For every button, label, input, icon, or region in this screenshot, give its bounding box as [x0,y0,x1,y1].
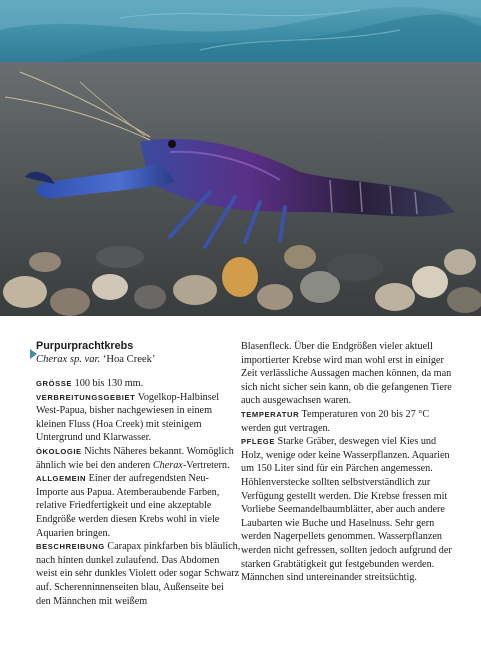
label-beschreibung: BESCHREIBUNG [36,542,105,552]
text-oekologie-b: -Vertretern. [182,459,230,471]
paragraph-temperatur [241,408,456,435]
text-groesse: 100 bis 130 mm. [74,378,144,389]
header-wave-graphic [0,0,481,62]
crayfish-illustration [0,62,481,316]
text-column-left [36,340,241,608]
latin-name: Cherax sp. var. [36,354,101,365]
label-groesse: GRÖSSE [36,379,73,388]
label-oekologie: ÖKOLOGIE [36,446,82,456]
paragraph-oekologie [36,445,241,472]
label-pflege: PFLEGE [241,437,275,447]
crayfish-photo [0,62,481,316]
paragraph-verbreitung [36,391,241,445]
text-temperatur: Temperaturen von 20 bis 27 °C werden gut vertragen. [241,408,430,434]
text-allgemein: Einer der aufregendsten Neu-Importe aus Papua. Atemberaubende Farben, relative Friedfertigkeit und eine akzeptable Endgröße werden diesen Krebs wohl in viele Aquarien bringen. [36,473,220,539]
paragraph-fortsetzung: Blasenfleck. Über die Endgrößen vieler aktuell importierter Krebse wird man wohl erst in einiger Zeit verlässliche Aussagen machen können, da man sich nicht sicher sein kann, ob die gefangenen Tiere auch ausgewachsen waren. [241,341,452,407]
text-pflege: Starke Gräber, deswegen viel Kies und Holz, wenige oder keine Wasserpflanzen. Aquarien um 150 Liter sind für ein Pärchen angemessen. Höhlenverstecke sollten selbstverständlich zur Verfügung gestellt werden. Die Krebse fressen mit Vorliebe Seemandelbaumblätter, aber auch andere Laubarten wie Buche und Haselnuss. Sehr gern werden Nagerpellets genommen. Wasserpflanzen werden nicht gefressen, sollten jedoch aufgrund der starken Grabtätigkeit gut festgebunden werden. Männchen sind untereinander streitsüchtig. [241,436,452,584]
label-allgemein: ALLGEMEIN [36,474,87,484]
label-temperatur: TEMPERATUR [241,409,300,419]
paragraph-beschreibung [36,540,241,608]
species-title: Purpurprachtkrebs [36,340,134,352]
paragraph-groesse [36,377,241,391]
header-band [0,0,481,62]
paragraph-allgemein [36,472,241,540]
text-beschreibung: Carapax pinkfarben bis bläulich, nach hinten dunkel zulaufend. Das Abdomen weist ein sehr dunkles Violett oder sogar Schwarz auf. Scherenninnenseiten blau, Außenseite bei den Männchen mit weißem [36,541,241,607]
species-latin-name [36,353,241,366]
variant-name: ‘Hoa Creek’ [102,354,156,365]
text-oekologie-a: Nichts Näheres bekannt. Womöglich ähnlich wie bei den anderen [36,445,234,471]
label-verbreitung: VERBREITUNGSGEBIET [36,392,136,402]
text-column-right [241,340,456,585]
text-verbreitung: Vogelkop-Halbinsel West-Papua, bisher nachgewiesen in einem kleinen Fluss (Hoa Creek) mit steinigem Untergrund und Klarwasser. [36,391,220,444]
text-oekologie-italic: Cherax [152,459,183,471]
paragraph-pflege [241,435,456,585]
